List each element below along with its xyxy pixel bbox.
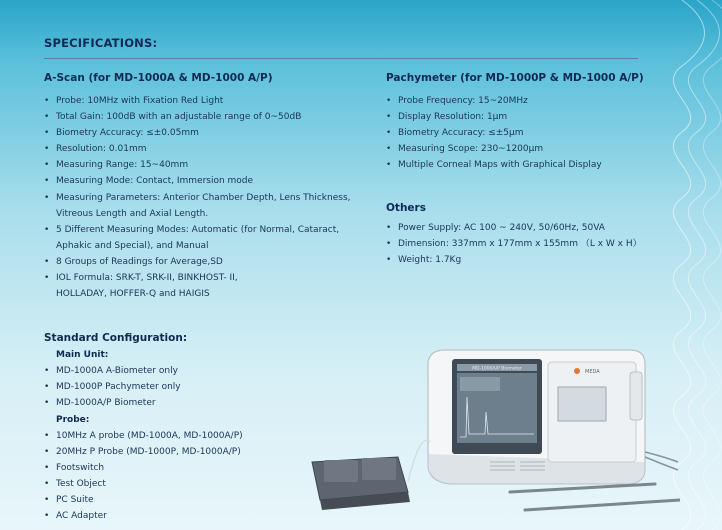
probe-label: Probe:	[56, 415, 90, 425]
config-item: • MD-1000A A-Biometer only	[44, 363, 304, 379]
config-item: • MD-1000P Pachymeter only	[44, 379, 304, 395]
others-spec-list	[386, 220, 686, 268]
probe-list	[44, 428, 304, 525]
spec-item: • IOL Formula: SRK-T, SRK-II, BINKHOST- II,	[44, 270, 374, 286]
config-item: • 20MHz P Probe (MD-1000P, MD-1000A/P)	[44, 444, 304, 460]
spec-item: • Multiple Corneal Maps with Graphical Display	[386, 157, 686, 173]
spec-item: • Weight: 1.7Kg	[386, 252, 686, 268]
spec-item: • 8 Groups of Readings for Average,SD	[44, 254, 374, 270]
spec-item: • Probe: 10MHz with Fixation Red Light	[44, 93, 374, 109]
ascan-spec-list	[44, 93, 374, 302]
biometer-device-image	[300, 342, 680, 530]
spec-item: • Biometry Accuracy: ≤±0.05mm	[44, 125, 374, 141]
probe-image	[510, 484, 655, 492]
others-section-title: Others	[386, 202, 426, 214]
ascan-section-title: A-Scan (for MD-1000A & MD-1000 A/P)	[44, 72, 273, 84]
spec-item: • Resolution: 0.01mm	[44, 141, 374, 157]
pachymeter-spec-list	[386, 93, 686, 173]
spec-item: • Total Gain: 100dB with an adjustable range of 0~50dB	[44, 109, 374, 125]
title-divider	[44, 58, 638, 59]
spec-item: • Measuring Parameters: Anterior Chamber Depth, Lens Thickness,	[44, 190, 374, 206]
spec-item: • Measuring Scope: 230~1200μm	[386, 141, 686, 157]
spec-item-continued: Vitreous Length and Axial Length.	[56, 208, 209, 219]
spec-item: • Power Supply: AC 100 ~ 240V, 50/60Hz, 50VA	[386, 220, 686, 236]
device-lcd	[558, 387, 606, 421]
spec-item: • Measuring Mode: Contact, Immersion mode	[44, 173, 374, 189]
main-unit-list	[44, 363, 304, 411]
spec-item: • Probe Frequency: 15~20MHz	[386, 93, 686, 109]
config-item: • MD-1000A/P Biometer	[44, 395, 304, 411]
spec-item: • Dimension: 337mm x 177mm x 155mm （L x W x H）	[386, 236, 686, 252]
pachymeter-section-title: Pachymeter (for MD-1000P & MD-1000 A/P)	[386, 72, 644, 84]
config-item: • AC Adapter	[44, 508, 304, 524]
spec-item: • Display Resolution: 1μm	[386, 109, 686, 125]
device-screen-title: MD-1000A/P Biometer	[472, 366, 522, 372]
device-brand: MEDA	[585, 369, 600, 375]
spec-item: • Biometry Accuracy: ≤±5μm	[386, 125, 686, 141]
config-item: • Footswitch	[44, 460, 304, 476]
page-title: SPECIFICATIONS:	[44, 36, 158, 50]
config-item: • Test Object	[44, 476, 304, 492]
config-item: • PC Suite	[44, 492, 304, 508]
standard-config-title: Standard Configuration:	[44, 332, 188, 344]
spec-item-continued: Aphakic and Special), and Manual	[56, 240, 209, 251]
main-unit-label: Main Unit:	[56, 350, 109, 360]
spec-item-continued: HOLLADAY, HOFFER-Q and HAIGIS	[56, 289, 210, 300]
spec-item: • Measuring Range: 15~40mm	[44, 157, 374, 173]
config-item: • 10MHz A probe (MD-1000A, MD-1000A/P)	[44, 428, 304, 444]
spec-item: • 5 Different Measuring Modes: Automatic (for Normal, Cataract,	[44, 222, 374, 238]
